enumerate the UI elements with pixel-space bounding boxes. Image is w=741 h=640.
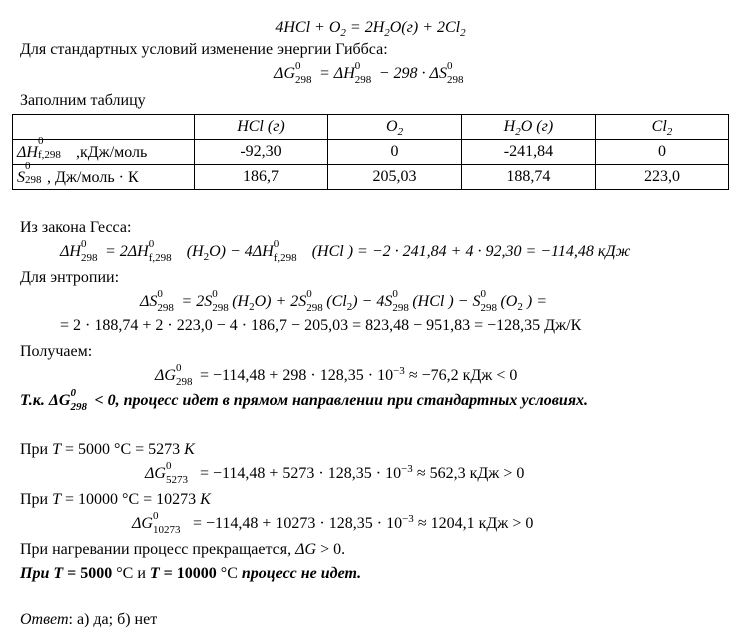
conclusion-temperatures: При T = 5000 °C и T = 10000 °C процесс не идет.: [20, 565, 362, 582]
table-row-label-enthalpy: ΔH 0 f,298 ,кДж/моль: [13, 140, 195, 165]
hess-title: Из закона Гесса:: [20, 219, 132, 236]
reaction-equation: $4HCl + O_2 = 2H_2O(г) + 2Cl_2$: [275, 19, 466, 39]
result-equation: ΔG 0 298 = $-114,48 + 298 \cdot 128,35 \cdot 10^{-3} \approx -76,2$ кДж < 0: [155, 362, 518, 388]
table-row: [13, 165, 729, 190]
table-cell: 223,0: [595, 165, 728, 190]
table-cell: -92,30: [194, 140, 327, 165]
table-row-label-entropy: S 0 298 , Дж/моль · К: [13, 165, 195, 190]
entropy-title: Для энтропии:: [20, 269, 120, 286]
table-header-h2o: $H_2O$ (г): [461, 115, 595, 140]
table-header-hcl: HCl (г): [194, 115, 327, 140]
table-header-cl2: $Cl_2$: [595, 115, 728, 140]
gibbs-formula: ΔG 0 298 = ΔH 0 298 − 298 · ΔS 0 298: [274, 60, 464, 86]
table-row: [13, 140, 729, 165]
table-cell: 0: [595, 140, 728, 165]
entropy-equation-1: ΔS 0 298 = 2S 0 298 $(H_2O) + 2S$ 0 298 $(Cl_2) - 4S$ 0 298 (HCl ) − S 0 298 ($O_2$ ) =: [140, 288, 547, 314]
table-cell: 0: [328, 140, 462, 165]
thermo-table: [12, 114, 729, 190]
table-title: Заполним таблицу: [20, 92, 146, 109]
answer-line: Ответ: а) да; б) нет: [20, 611, 158, 628]
temperature-1-equation: ΔG 0 5273 = $-114,48 + 5273 \cdot 128,35 \cdot 10^{-3} \approx 562,3$ кДж > 0: [145, 460, 525, 486]
temperature-1-line: При T = 5000 °C = 5273 K: [20, 441, 195, 458]
result-title: Получаем:: [20, 343, 93, 360]
intro-text: Для стандартных условий изменение энергии Гиббса:: [20, 41, 388, 58]
table-header-o2: $O_2$: [328, 115, 462, 140]
table-cell: 186,7: [194, 165, 327, 190]
entropy-equation-2: = 2 · 188,74 + 2 · 223,0 − 4 · 186,7 − 205,03 = 823,48 − 951,83 = −128,35 Дж/К: [60, 317, 582, 334]
heating-note: При нагревании процесс прекращается, ΔG > 0.: [20, 541, 346, 558]
table-cell: -241,84: [461, 140, 595, 165]
hess-equation: ΔH 0 298 = 2ΔH 0 f,298 $(H_2O) - 4\Delta H$ 0 f,298 (HCl ) = −2 · 241,84 + 4 · 92,30 = −114,48 кДж: [60, 238, 631, 264]
table-cell: 188,74: [461, 165, 595, 190]
temperature-2-equation: ΔG 0 10273 = $-114,48 + 10273 \cdot 128,35 \cdot 10^{-3} \approx 1204,1$ кДж > 0: [132, 510, 534, 536]
table-cell: 205,03: [328, 165, 462, 190]
conclusion-standard: Т.к. ΔG 0 298 < 0, процесс идет в прямом направлении при стандартных условиях.: [20, 387, 589, 413]
table-header-row: [13, 115, 729, 140]
temperature-2-line: При T = 10000 °C = 10273 K: [20, 491, 211, 508]
